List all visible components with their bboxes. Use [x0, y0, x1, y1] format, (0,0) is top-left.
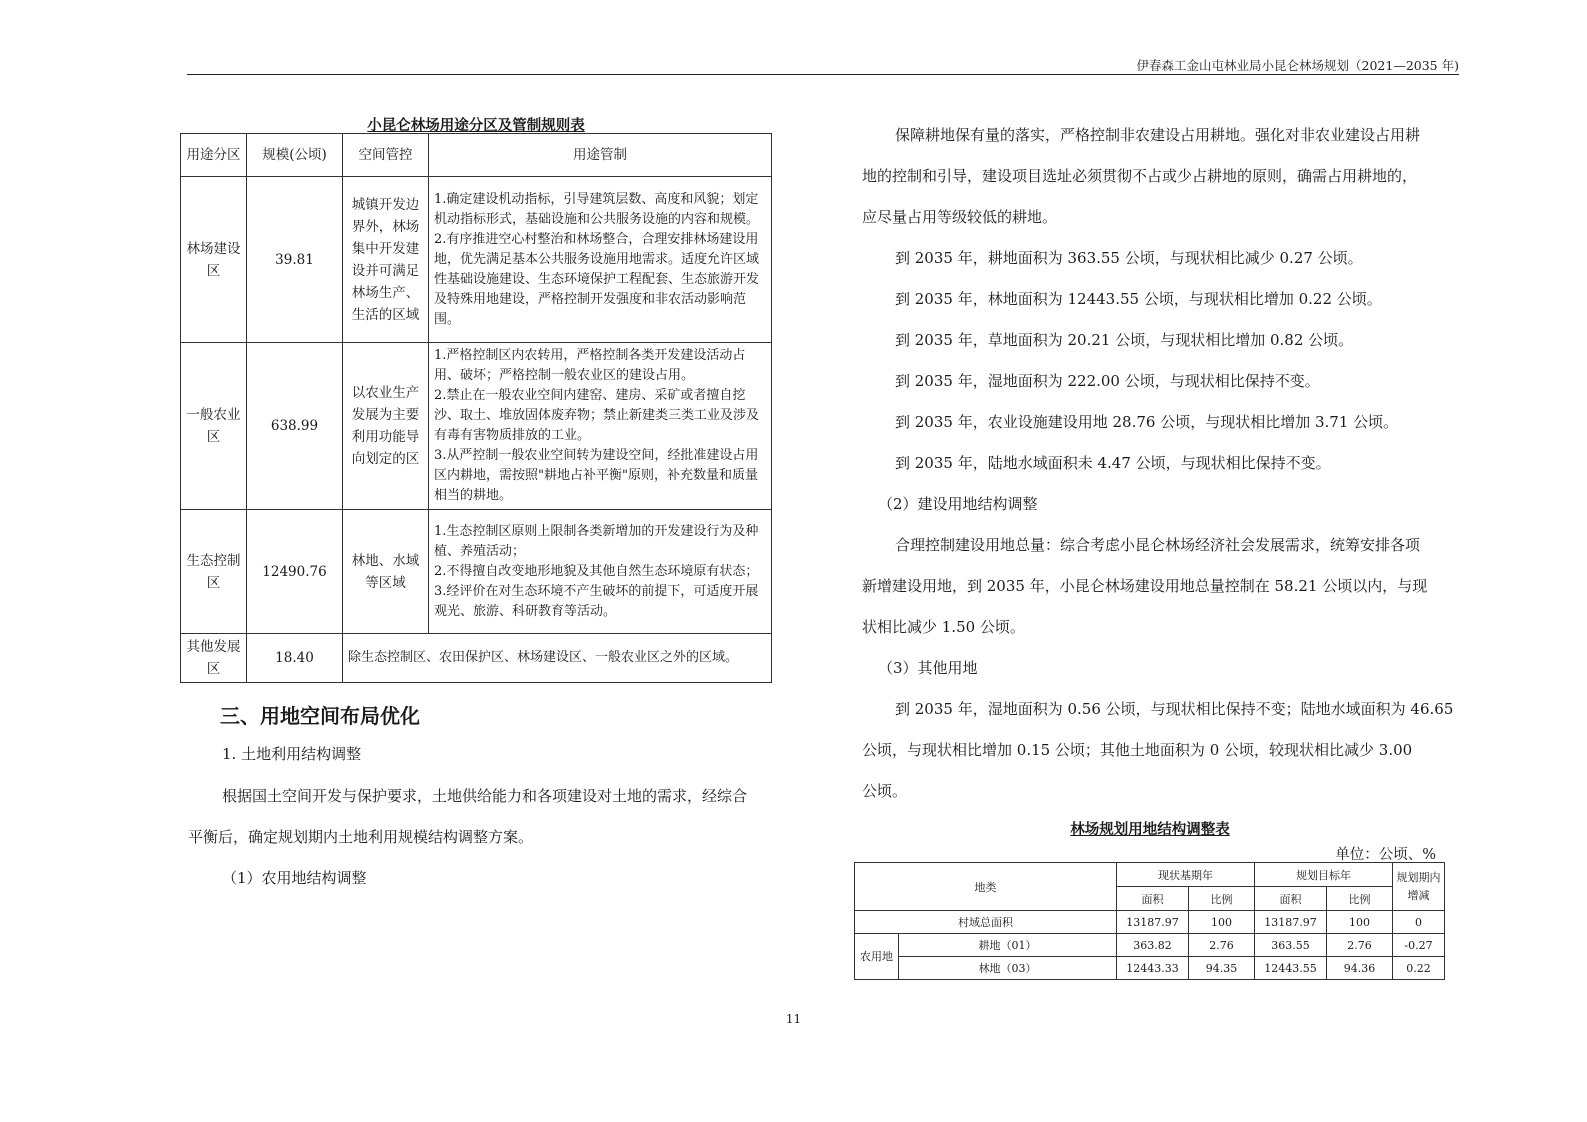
paragraph-line: 公顷。 — [862, 782, 908, 800]
table-row — [181, 343, 772, 510]
zone-table-header-row — [181, 134, 772, 177]
zone-cell: 其他发展区 — [181, 634, 247, 683]
merged-rules-cell: 除生态控制区、农田保护区、林场建设区、一般农业区之外的区域。 — [343, 634, 772, 683]
scale-cell: 39.81 — [247, 177, 343, 343]
rules-cell: 1.严格控制区内农转用，严格控制各类开发建设活动占用、破坏；严格控制一般农业区的建设占用。 2.禁止在一般农业空间内建窑、建房、采矿或者擅自挖沙、取土、堆放固体废弃物；禁止新建类三类工业及涉及有毒有害物质排放的工业。 3.从严控制一般农业空间转为建设空间，经批准建设占用区内耕地，需按照"耕地占补平衡"原则，补充数量和质量相当的耕地。 — [429, 343, 772, 510]
cell: 12443.55 — [1255, 957, 1327, 980]
paragraph-line: 合理控制建设用地总量：综合考虑小昆仑林场经济社会发展需求，统筹安排各项 — [895, 536, 1421, 554]
control-cell: 城镇开发边界外，林场集中开发建设并可满足林场生产、生活的区域 — [343, 177, 429, 343]
header-change: 规划期内增减 — [1393, 863, 1445, 911]
paragraph-line: 公顷，与现状相比增加 0.15 公顷；其他土地面积为 0 公顷，较现状相比减少 3.00 — [862, 741, 1413, 759]
header-land: 地类 — [855, 863, 1117, 911]
scale-cell: 638.99 — [247, 343, 343, 510]
header-rules: 用途管制 — [429, 134, 772, 177]
zone-table-title: 小昆仑林场用途分区及管制规则表 — [367, 117, 585, 134]
header-zone: 用途分区 — [181, 134, 247, 177]
table-row — [855, 911, 1445, 934]
table-row — [181, 177, 772, 343]
subheading-construction: （2）建设用地结构调整 — [878, 495, 1038, 513]
rules-cell: 1.生态控制区原则上限制各类新增加的开发建设行为及种植、养殖活动； 2.不得擅自改变地形地貌及其他自然生态环境原有状态； 3.经评价在对生态环境不产生破坏的前提下，可适度开展观光、旅游、科研教育等活动。 — [429, 510, 772, 634]
paragraph-line: 保障耕地保有量的落实，严格控制非农建设占用耕地。强化对非农业建设占用耕 — [895, 126, 1421, 144]
paragraph-line: 根据国土空间开发与保护要求，土地供给能力和各项建设对土地的需求，经综合 — [222, 787, 748, 805]
subheading-land-structure: 1. 土地利用结构调整 — [222, 745, 362, 763]
table-row — [855, 957, 1445, 980]
struct-header-row — [855, 863, 1445, 887]
cell: 2.76 — [1327, 934, 1393, 957]
row-label: 林地（03） — [899, 957, 1117, 980]
running-header: 伊春森工金山屯林业局小昆仑林场规划（2021—2035 年) — [1136, 58, 1459, 73]
struct-table-title: 林场规划用地结构调整表 — [1070, 821, 1230, 838]
table-row — [181, 634, 772, 683]
cell: 12443.33 — [1117, 957, 1189, 980]
cell: 100 — [1327, 911, 1393, 934]
paragraph-line: 应尽量占用等级较低的耕地。 — [862, 208, 1058, 226]
paragraph-line: 状相比减少 1.50 公顷。 — [862, 618, 1025, 636]
cell: 363.55 — [1255, 934, 1327, 957]
page-number: 11 — [785, 1012, 802, 1026]
table-row — [855, 934, 1445, 957]
header-ratio: 比例 — [1189, 887, 1255, 911]
total-label: 村域总面积 — [855, 911, 1117, 934]
cell: -0.27 — [1393, 934, 1445, 957]
rules-cell: 1.确定建设机动指标，引导建筑层数、高度和风貌；划定机动指标形式，基础设施和公共服务设施的内容和规模。 2.有序推进空心村整治和林场整合，合理安排林场建设用地，优先满足基本公共服务设施用地需求。适度允许区域性基础设施建设、生态环境保护工程配套、生态旅游开发及特殊用地建设，严格控制开发强度和非农活动影响范围。 — [429, 177, 772, 343]
header-target-year: 规划目标年 — [1255, 863, 1393, 887]
header-control: 空间管控 — [343, 134, 429, 177]
cell: 363.82 — [1117, 934, 1189, 957]
target-line-farmland: 到 2035 年，耕地面积为 363.55 公顷，与现状相比减少 0.27 公顷。 — [895, 249, 1363, 267]
target-line-grass: 到 2035 年，草地面积为 20.21 公顷，与现状相比增加 0.82 公顷。 — [895, 331, 1354, 349]
cell: 94.35 — [1189, 957, 1255, 980]
group-label: 农用地 — [855, 934, 899, 980]
scale-cell: 12490.76 — [247, 510, 343, 634]
target-line-forest: 到 2035 年，林地面积为 12443.55 公顷，与现状相比增加 0.22 公顷。 — [895, 290, 1382, 308]
zone-cell: 生态控制区 — [181, 510, 247, 634]
struct-table-unit: 单位：公顷、% — [1335, 847, 1436, 863]
paragraph-line: 新增建设用地，到 2035 年，小昆仑林场建设用地总量控制在 58.21 公顷以内，与现 — [862, 577, 1428, 595]
paragraph-line: 平衡后，确定规划期内土地利用规模结构调整方案。 — [188, 828, 534, 846]
control-cell: 林地、水域等区域 — [343, 510, 429, 634]
cell: 2.76 — [1189, 934, 1255, 957]
zone-cell: 林场建设区 — [181, 177, 247, 343]
target-line-wetland: 到 2035 年，湿地面积为 222.00 公顷，与现状相比保持不变。 — [895, 372, 1320, 390]
cell: 94.36 — [1327, 957, 1393, 980]
paragraph-line: 地的控制和引导，建设项目选址必须贯彻不占或少占耕地的原则，确需占用耕地的， — [862, 167, 1418, 185]
paragraph-line: 到 2035 年，湿地面积为 0.56 公顷，与现状相比保持不变；陆地水域面积为 46.65 — [895, 700, 1454, 718]
header-area: 面积 — [1255, 887, 1327, 911]
cell: 100 — [1189, 911, 1255, 934]
cell: 0 — [1393, 911, 1445, 934]
header-ratio: 比例 — [1327, 887, 1393, 911]
cell: 13187.97 — [1255, 911, 1327, 934]
subheading-other: （3）其他用地 — [878, 659, 978, 677]
header-scale: 规模(公顷) — [247, 134, 343, 177]
section-heading: 三、用地空间布局优化 — [220, 704, 420, 728]
target-line-water: 到 2035 年，陆地水域面积未 4.47 公顷，与现状相比保持不变。 — [895, 454, 1331, 472]
header-base-year: 现状基期年 — [1117, 863, 1255, 887]
header-area: 面积 — [1117, 887, 1189, 911]
zone-cell: 一般农业区 — [181, 343, 247, 510]
struct-table — [854, 862, 1445, 980]
control-cell: 以农业生产发展为主要利用功能导向划定的区 — [343, 343, 429, 510]
row-label: 耕地（01） — [899, 934, 1117, 957]
scale-cell: 18.40 — [247, 634, 343, 683]
target-line-facility: 到 2035 年，农业设施建设用地 28.76 公顷，与现状相比增加 3.71 公顷。 — [895, 413, 1399, 431]
cell: 0.22 — [1393, 957, 1445, 980]
header-rule — [187, 74, 1459, 75]
zone-table — [180, 133, 772, 683]
subheading-agri: （1）农用地结构调整 — [222, 869, 367, 887]
cell: 13187.97 — [1117, 911, 1189, 934]
table-row — [181, 510, 772, 634]
